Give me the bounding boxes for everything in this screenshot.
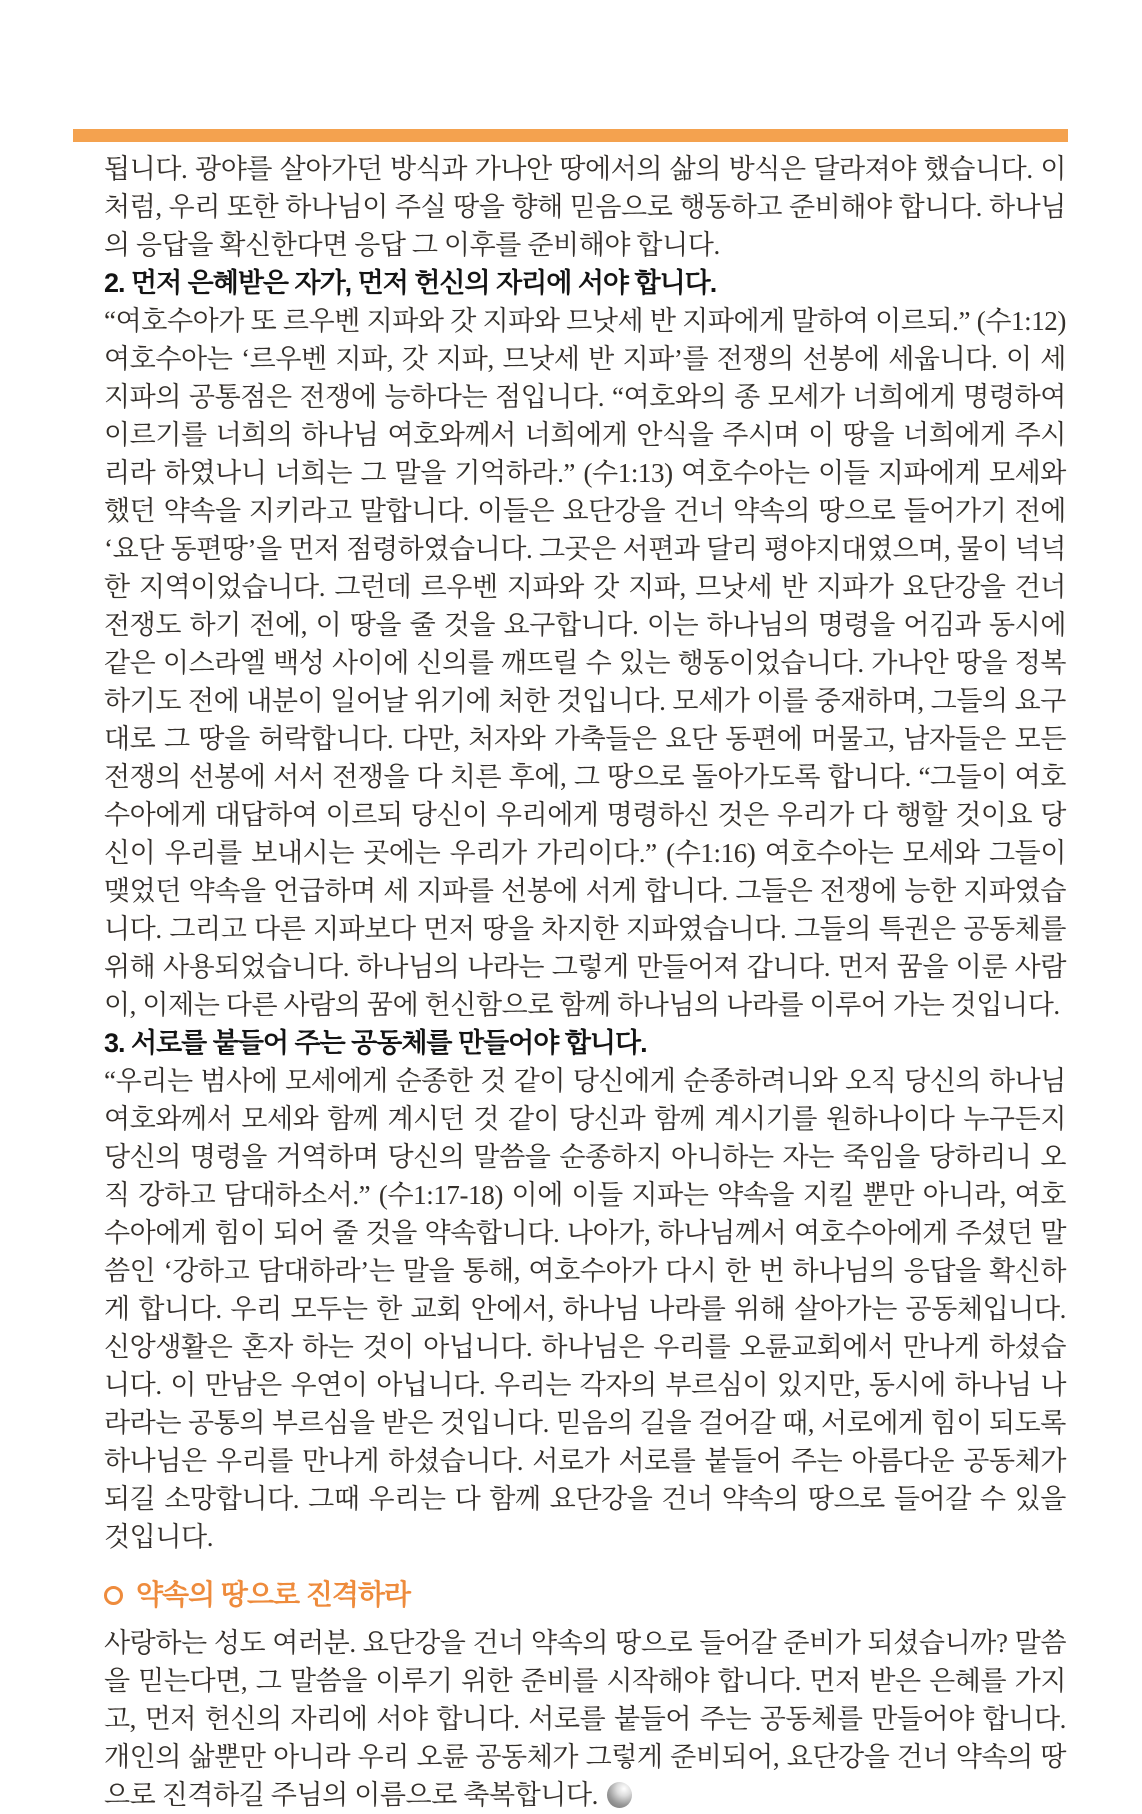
paragraph-point-2: “여호수아가 또 르우벤 지파와 갓 지파와 므낫세 반 지파에게 말하여 이르되.” (수1:12) 여호수아는 ‘르우벤 지파, 갓 지파, 므낫세 반 지파’를 전쟁의 선봉에 세웁니다. 이 세 지파의 공통점은 전쟁에 능하다는 점입니다. “여호와의 종 모세가 너희에게 명령하여 이르기를 너희의 하나님 여호와께서 너희에게 안식을 주시며 이 땅을 너희에게 주시리라 하였나니 너희는 그 말을 기억하라.” (수1:13) 여호수아는 이들 지파에게 모세와 했던 약속을 지키라고 말합니다. 이들은 요단강을 건너 약속의 땅으로 들어가기 전에 ‘요단 동편땅’을 먼저 점령하였습니다. 그곳은 서편과 달리 평야지대였으며, 물이 넉넉한 지역이었습니다. 그런데 르우벤 지파와 갓 지파, 므낫세 반 지파가 요단강을 건너 전쟁도 하기 전에, 이 땅을 줄 것을 요구합니다. 이는 하나님의 명령을 어김과 동시에 같은 이스라엘 백성 사이에 신의를 깨뜨릴 수 있는 행동이었습니다. 가나안 땅을 정복하기도 전에 내분이 일어날 위기에 처한 것입니다. 모세가 이를 중재하며, 그들의 요구대로 그 땅을 허락합니다. 다만, 처자와 가축들은 요단 동편에 머물고, 남자들은 모든 전쟁의 선봉에 서서 전쟁을 다 치른 후에, 그 땅으로 돌아가도록 합니다. “그들이 여호수아에게 대답하여 이르되 당신이 우리에게 명령하신 것은 우리가 다 행할 것이요 당신이 우리를 보내시는 곳에는 우리가 가리이다.” (수1:16) 여호수아는 모세와 그들이 맺었던 약속을 언급하며 세 지파를 선봉에 서게 합니다. 그들은 전쟁에 능한 지파였습니다. 그리고 다른 지파보다 먼저 땅을 차지한 지파였습니다. 그들의 특권은 공동체를 위해 사용되었습니다. 하나님의 나라는 그렇게 만들어져 갑니다. 먼저 꿈을 이룬 사람이, 이제는 다른 사람의 꿈에 헌신함으로 함께 하나님의 나라를 이루어 가는 것입니다. [104,306,1066,1020]
numbered-heading-3: 3. 서로를 붙들어 주는 공동체를 만들어야 합니다. [104,1028,647,1058]
end-of-article-sphere-icon [607,1782,632,1808]
paragraph-point-3: “우리는 범사에 모세에게 순종한 것 같이 당신에게 순종하려니와 오직 당신의 하나님 여호와께서 모세와 함께 계시던 것 같이 당신과 함께 계시기를 원하나이다 누구든지 당신의 명령을 거역하며 당신의 말씀을 순종하지 아니하는 자는 죽임을 당하리니 오직 강하고 담대하소서.” (수1:17-18) 이에 이들 지파는 약속을 지킬 뿐만 아니라, 여호수아에게 힘이 되어 줄 것을 약속합니다. 나아가, 하나님께서 여호수아에게 주셨던 말씀인 ‘강하고 담대하라’는 말을 통해, 여호수아가 다시 한 번 하나님의 응답을 확신하게 합니다. 우리 모두는 한 교회 안에서, 하나님 나라를 위해 살아가는 공동체입니다. 신앙생활은 혼자 하는 것이 아닙니다. 하나님은 우리를 오륜교회에서 만나게 하셨습니다. 이 만남은 우연이 아닙니다. 우리는 각자의 부르심이 있지만, 동시에 하나님 나라라는 공통의 부르심을 받은 것입니다. 믿음의 길을 걸어갈 때, 서로에게 힘이 되도록 하나님은 우리를 만나게 하셨습니다. 서로가 서로를 붙들어 주는 아름다운 공동체가 되길 소망합니다. 그때 우리는 다 함께 요단강을 건너 약속의 땅으로 들어갈 수 있을 것입니다. [104,1066,1066,1552]
circle-bullet-icon [104,1586,123,1605]
section-heading [104,1576,1066,1614]
document-body [104,150,1066,1814]
paragraph-continuation: 됩니다. 광야를 살아가던 방식과 가나안 땅에서의 삶의 방식은 달라져야 했습니다. 이처럼, 우리 또한 하나님이 주실 땅을 향해 믿음으로 행동하고 준비해야 합니다. 하나님의 응답을 확신한다면 응답 그 이후를 준비해야 합니다. [104,154,1066,260]
numbered-heading-2: 2. 먼저 은혜받은 자가, 먼저 헌신의 자리에 서야 합니다. [104,268,717,298]
section-heading-label: 약속의 땅으로 진격하라 [136,1579,411,1610]
closing-text: 사랑하는 성도 여러분. 요단강을 건너 약속의 땅으로 들어갈 준비가 되셨습니까? 말씀을 믿는다면, 그 말씀을 이루기 위한 준비를 시작해야 합니다. 먼저 받은 은혜를 가지고, 먼저 헌신의 자리에 서야 합니다. 서로를 붙들어 주는 공동체를 만들어야 합니다. 개인의 삶뿐만 아니라 우리 오륜 공동체가 그렇게 준비되어, 요단강을 건너 약속의 땅으로 진격하길 주님의 이름으로 축복합니다. [104,1628,1066,1810]
top-divider-bar [73,129,1068,142]
paragraph-closing [104,1624,1066,1814]
